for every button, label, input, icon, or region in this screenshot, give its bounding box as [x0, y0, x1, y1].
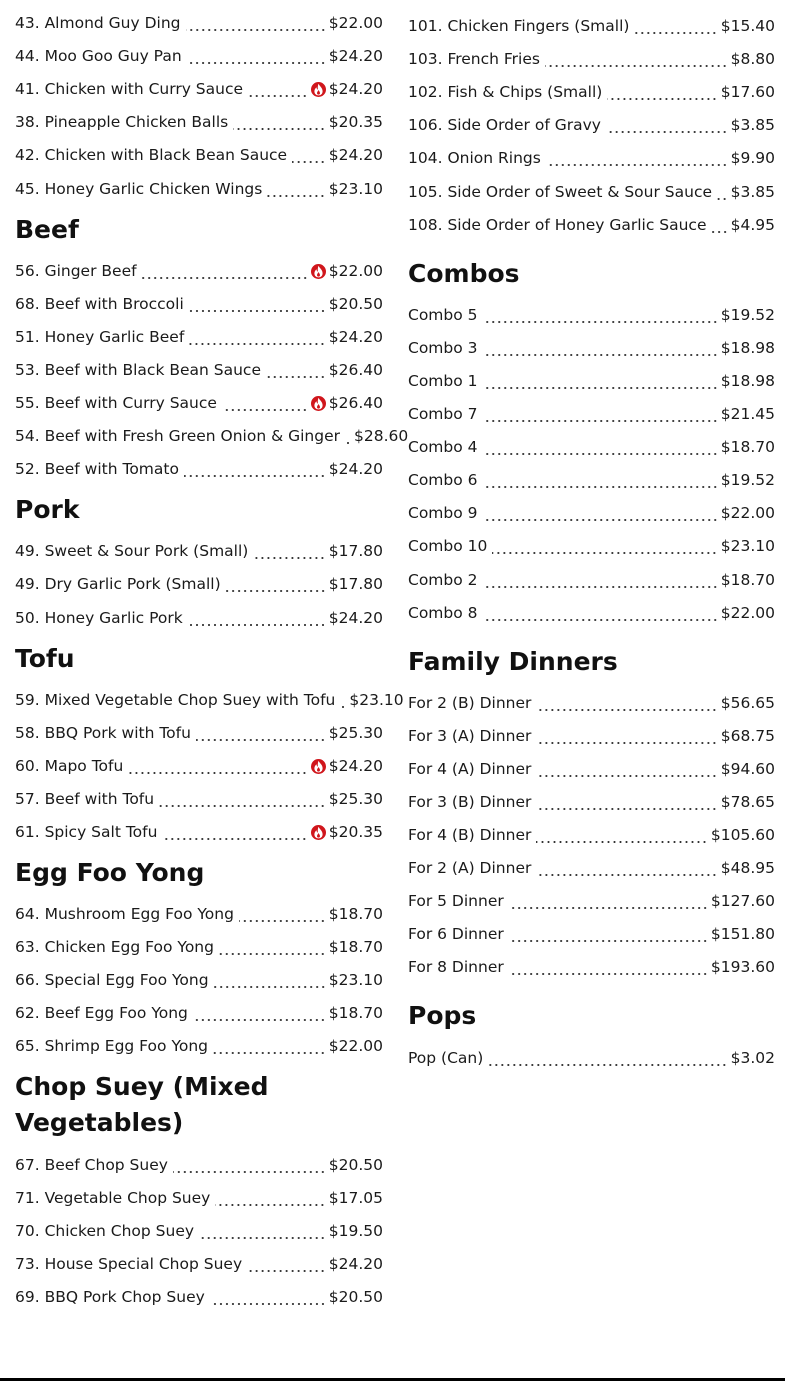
dot-leader [717, 182, 728, 202]
menu-item-price: $20.50 [328, 294, 383, 313]
menu-item-name: 54. Beef with Fresh Green Onion & Ginger [15, 427, 340, 446]
menu-section [408, 256, 775, 623]
menu-item-price: $23.10 [720, 537, 775, 556]
menu-item-name: Combo 1 [408, 371, 478, 390]
menu-item-name: Combo 3 [408, 338, 478, 357]
menu-item-price: $24.20 [328, 1254, 383, 1273]
menu-item-name: Combo 10 [408, 537, 488, 556]
section-title: Family Dinners [408, 646, 618, 676]
menu-item-name: 105. Side Order of Sweet & Sour Sauce [408, 182, 712, 201]
menu-item-name: 58. BBQ Pork with Tofu [15, 723, 191, 742]
dot-leader [253, 541, 325, 561]
menu-item-price: $19.50 [328, 1221, 383, 1240]
menu-item-price: $17.05 [328, 1188, 383, 1207]
dot-leader [188, 608, 326, 628]
menu-item-name: 102. Fish & Chips (Small) [408, 83, 603, 102]
menu-item-price: $22.00 [720, 504, 775, 523]
menu-item[interactable] [15, 99, 383, 132]
menu-item[interactable] [15, 677, 404, 710]
spicy-flame-icon [311, 264, 326, 279]
dot-leader [222, 393, 308, 413]
menu-item[interactable] [408, 812, 775, 845]
menu-item[interactable] [15, 413, 409, 446]
menu-item-price: $24.20 [328, 146, 383, 165]
menu-item[interactable] [408, 36, 775, 69]
menu-item-price: $151.80 [710, 925, 775, 944]
menu-item-price: $21.45 [720, 405, 775, 424]
menu-item-price: $17.60 [720, 83, 775, 102]
menu-item[interactable] [408, 779, 775, 812]
menu-item[interactable] [15, 248, 383, 281]
menu-item[interactable] [15, 1274, 383, 1307]
menu-item-name: 69. BBQ Pork Chop Suey [15, 1287, 205, 1306]
menu-item-name: Combo 2 [408, 570, 478, 589]
menu-item-price: $26.40 [328, 394, 383, 413]
menu-item[interactable] [408, 590, 775, 623]
menu-item-name: 73. House Special Chop Suey [15, 1254, 243, 1273]
dot-leader [606, 115, 728, 135]
menu-item-price: $22.00 [328, 261, 383, 280]
menu-item[interactable] [15, 1208, 383, 1241]
menu-item[interactable] [408, 358, 775, 391]
menu-item[interactable] [15, 957, 383, 990]
menu-item-price: $23.10 [328, 179, 383, 198]
dot-leader [536, 858, 717, 878]
menu-item[interactable] [15, 594, 383, 627]
menu-item-price: $25.30 [328, 723, 383, 742]
menu-section [15, 1069, 383, 1306]
menu-item-price: $24.20 [328, 460, 383, 479]
menu-item-price: $94.60 [720, 759, 775, 778]
dot-leader [509, 891, 708, 911]
menu-item-price: $24.20 [328, 608, 383, 627]
dot-leader [483, 470, 718, 490]
menu-item-price: $127.60 [710, 892, 775, 911]
dot-leader [199, 1221, 326, 1241]
menu-item-name: 57. Beef with Tofu [15, 789, 155, 808]
menu-item-price: $20.50 [328, 1155, 383, 1174]
menu-item[interactable] [15, 1241, 383, 1274]
dot-leader [213, 1036, 326, 1056]
dot-leader [189, 294, 326, 314]
section-title: Pork [15, 495, 80, 525]
menu-item[interactable] [15, 1175, 383, 1208]
menu-item[interactable] [408, 424, 775, 457]
menu-item-price: $18.98 [720, 371, 775, 390]
dot-leader [340, 690, 346, 710]
menu-item-price: $3.85 [730, 182, 775, 201]
menu-item-price: $20.35 [328, 822, 383, 841]
menu-section [15, 492, 383, 627]
menu-item[interactable] [15, 347, 383, 380]
dot-leader [483, 338, 718, 358]
dot-leader [634, 16, 717, 36]
menu-item-price: $18.98 [720, 338, 775, 357]
menu-item[interactable] [15, 446, 383, 479]
menu-item[interactable] [408, 911, 775, 944]
dot-leader [712, 215, 728, 235]
menu-item-name: 49. Sweet & Sour Pork (Small) [15, 542, 249, 561]
spicy-flame-icon [311, 825, 326, 840]
dot-leader [189, 327, 325, 347]
dot-leader [219, 937, 326, 957]
dot-leader [184, 459, 326, 479]
menu-item-name: For 6 Dinner [408, 925, 504, 944]
menu-item-name: 60. Mapo Tofu [15, 756, 124, 775]
dot-leader [483, 404, 718, 424]
dot-leader [248, 79, 308, 99]
menu-item[interactable] [408, 391, 775, 424]
menu-item-price: $9.90 [730, 149, 775, 168]
dot-leader [483, 603, 718, 623]
menu-item-name: 68. Beef with Broccoli [15, 294, 184, 313]
menu-item-name: For 2 (A) Dinner [408, 859, 532, 878]
menu-item[interactable] [15, 66, 383, 99]
section-title: Combos [408, 258, 520, 288]
menu-item-price: $8.80 [730, 50, 775, 69]
menu-item[interactable] [408, 69, 775, 102]
menu-item-price: $78.65 [720, 792, 775, 811]
menu-item-name: For 2 (B) Dinner [408, 693, 532, 712]
menu-item-price: $19.52 [720, 305, 775, 324]
menu-item-price: $19.52 [720, 471, 775, 490]
menu-item[interactable] [15, 561, 383, 594]
menu-item-name: 38. Pineapple Chicken Balls [15, 113, 229, 132]
menu-item-name: 52. Beef with Tomato [15, 460, 179, 479]
menu-item-price: $18.70 [328, 905, 383, 924]
menu-item-price: $48.95 [720, 859, 775, 878]
menu-item-price: $26.40 [328, 360, 383, 379]
menu-section [15, 855, 383, 1056]
dot-leader [488, 1048, 727, 1068]
menu-item-price: $22.00 [328, 1037, 383, 1056]
menu-item[interactable] [15, 528, 383, 561]
menu-item-price: $3.02 [730, 1048, 775, 1067]
menu-item-name: 55. Beef with Curry Sauce [15, 394, 217, 413]
dot-leader [193, 1003, 326, 1023]
menu-item-name: 103. French Fries [408, 50, 540, 69]
section-title: Beef [15, 214, 79, 244]
dot-leader [536, 759, 717, 779]
menu-item-name: 66. Special Egg Foo Yong [15, 971, 209, 990]
menu-section [15, 641, 404, 842]
menu-item-name: 106. Side Order of Gravy [408, 116, 601, 135]
menu-item[interactable] [15, 132, 383, 165]
dot-leader [545, 49, 728, 69]
menu-item[interactable] [15, 33, 383, 66]
menu-item-name: 56. Ginger Beef [15, 261, 137, 280]
menu-item-name: Combo 7 [408, 405, 478, 424]
menu-item-name: 43. Almond Guy Ding [15, 14, 181, 33]
dot-leader [509, 957, 708, 977]
menu-item-name: 59. Mixed Vegetable Chop Suey with Tofu [15, 690, 336, 709]
menu-item-price: $15.40 [720, 17, 775, 36]
dot-leader [247, 1254, 326, 1274]
menu-item[interactable] [15, 710, 383, 743]
menu-item-price: $17.80 [328, 575, 383, 594]
dot-leader [266, 360, 326, 380]
dot-leader [173, 1155, 326, 1175]
dot-leader [187, 46, 326, 66]
dot-leader [128, 756, 307, 776]
menu-item-price: $24.20 [328, 327, 383, 346]
menu-item[interactable] [15, 314, 383, 347]
intro-items [15, 0, 383, 199]
dot-leader [492, 536, 717, 556]
menu-item[interactable] [408, 713, 775, 746]
menu-item[interactable] [408, 325, 775, 358]
menu-item-name: Combo 5 [408, 305, 478, 324]
dot-leader [196, 723, 326, 743]
menu-item-name: 53. Beef with Black Bean Sauce [15, 360, 261, 379]
menu-item-price: $105.60 [710, 826, 775, 845]
dot-leader [162, 822, 307, 842]
dot-leader [239, 904, 326, 924]
menu-item-name: Combo 4 [408, 438, 478, 457]
menu-item-price: $22.00 [328, 14, 383, 33]
menu-item-price: $28.60 [354, 427, 409, 446]
menu-item-price: $25.30 [328, 789, 383, 808]
menu-item-name: Combo 8 [408, 603, 478, 622]
menu-item-price: $23.10 [349, 690, 404, 709]
menu-item-price: $17.80 [328, 542, 383, 561]
section-title: Chop Suey (Mixed Vegetables) [15, 1072, 269, 1138]
dot-leader [292, 145, 326, 165]
menu-item-price: $4.95 [730, 215, 775, 234]
menu-item-name: Pop (Can) [408, 1048, 484, 1067]
dot-leader [226, 574, 326, 594]
menu-item-price: $20.35 [328, 113, 383, 132]
spicy-flame-icon [311, 759, 326, 774]
menu-item-price: $18.70 [720, 438, 775, 457]
menu-item[interactable] [408, 1034, 775, 1067]
menu-item[interactable] [408, 680, 775, 713]
dot-leader [536, 825, 708, 845]
menu-item-name: 70. Chicken Chop Suey [15, 1221, 195, 1240]
menu-item-name: 42. Chicken with Black Bean Sauce [15, 146, 288, 165]
menu-item[interactable] [15, 165, 383, 198]
dot-leader [214, 970, 326, 990]
dot-leader [233, 112, 326, 132]
menu-item-price: $56.65 [720, 693, 775, 712]
menu-item[interactable] [408, 292, 775, 325]
menu-section [408, 998, 775, 1067]
menu-item-name: For 4 (A) Dinner [408, 759, 532, 778]
menu-column-right [408, 0, 775, 1068]
menu-item[interactable] [408, 168, 775, 201]
menu-item-name: 62. Beef Egg Foo Yong [15, 1004, 188, 1023]
menu-item-name: For 4 (B) Dinner [408, 826, 532, 845]
menu-item[interactable] [15, 891, 383, 924]
menu-item-name: Combo 9 [408, 504, 478, 523]
menu-item[interactable] [15, 281, 383, 314]
menu-item-name: 108. Side Order of Honey Garlic Sauce [408, 215, 707, 234]
menu-section [408, 644, 775, 978]
menu-item-name: 67. Beef Chop Suey [15, 1155, 168, 1174]
dot-leader [483, 503, 718, 523]
menu-item-price: $3.85 [730, 116, 775, 135]
menu-item-price: $20.50 [328, 1287, 383, 1306]
menu-item-name: 50. Honey Garlic Pork [15, 608, 183, 627]
menu-item-price: $24.20 [328, 756, 383, 775]
dot-leader [159, 789, 326, 809]
menu-item-name: 64. Mushroom Egg Foo Yong [15, 905, 234, 924]
dot-leader [607, 82, 717, 102]
menu-item-price: $24.20 [328, 80, 383, 99]
menu-item-name: 49. Dry Garlic Pork (Small) [15, 575, 221, 594]
intro-items [408, 0, 775, 235]
menu-item-name: 44. Moo Goo Guy Pan [15, 47, 182, 66]
dot-leader [210, 1287, 326, 1307]
menu-item-name: For 5 Dinner [408, 892, 504, 911]
menu-item[interactable] [408, 490, 775, 523]
dot-leader [509, 924, 708, 944]
menu-item-name: 61. Spicy Salt Tofu [15, 822, 158, 841]
menu-item-price: $23.10 [328, 971, 383, 990]
dot-leader [483, 437, 718, 457]
section-title: Pops [408, 1001, 477, 1031]
dot-leader [536, 726, 717, 746]
dot-leader [483, 371, 718, 391]
dot-leader [142, 261, 308, 281]
menu-item[interactable] [15, 1023, 383, 1056]
menu-item[interactable] [15, 809, 383, 842]
menu-item-name: Combo 6 [408, 471, 478, 490]
dot-leader [483, 305, 718, 325]
dot-leader [483, 570, 718, 590]
menu-item[interactable] [15, 1141, 383, 1174]
section-title: Tofu [15, 643, 75, 673]
menu-item-name: 63. Chicken Egg Foo Yong [15, 938, 214, 957]
dot-leader [536, 792, 717, 812]
menu-item[interactable] [15, 380, 383, 413]
menu-item[interactable] [408, 3, 775, 36]
menu-item[interactable] [408, 202, 775, 235]
menu-item-name: 45. Honey Garlic Chicken Wings [15, 179, 263, 198]
menu-item[interactable] [408, 523, 775, 556]
menu-item[interactable] [15, 776, 383, 809]
dot-leader [215, 1188, 325, 1208]
dot-leader [186, 13, 326, 33]
menu-item[interactable] [408, 878, 775, 911]
menu-item[interactable] [15, 0, 383, 33]
spicy-flame-icon [311, 82, 326, 97]
menu-column-left [15, 0, 409, 1307]
menu-item-name: For 8 Dinner [408, 958, 504, 977]
menu-item-price: $22.00 [720, 603, 775, 622]
menu-item[interactable] [408, 845, 775, 878]
menu-item-name: 41. Chicken with Curry Sauce [15, 80, 244, 99]
menu-item[interactable] [408, 102, 775, 135]
menu-item-name: 101. Chicken Fingers (Small) [408, 17, 630, 36]
menu-item[interactable] [408, 746, 775, 779]
menu-item-price: $18.70 [720, 570, 775, 589]
menu-item-price: $24.20 [328, 47, 383, 66]
menu-item-price: $68.75 [720, 726, 775, 745]
menu-item-price: $193.60 [710, 958, 775, 977]
menu-item-name: For 3 (B) Dinner [408, 792, 532, 811]
menu-item-name: 104. Onion Rings [408, 149, 541, 168]
menu-item[interactable] [408, 457, 775, 490]
menu-item-price: $18.70 [328, 938, 383, 957]
menu-item-name: 65. Shrimp Egg Foo Yong [15, 1037, 208, 1056]
menu-item[interactable] [408, 135, 775, 168]
dot-leader [536, 693, 717, 713]
menu-item[interactable] [15, 990, 383, 1023]
dot-leader [267, 179, 325, 199]
menu-item[interactable] [408, 944, 775, 977]
dot-leader [345, 426, 351, 446]
menu-item[interactable] [15, 924, 383, 957]
menu-item-name: For 3 (A) Dinner [408, 726, 532, 745]
menu-item[interactable] [15, 743, 383, 776]
menu-item[interactable] [408, 556, 775, 589]
dot-leader [546, 148, 728, 168]
menu-section [15, 212, 409, 480]
spicy-flame-icon [311, 396, 326, 411]
menu-item-price: $18.70 [328, 1004, 383, 1023]
menu-item-name: 51. Honey Garlic Beef [15, 327, 185, 346]
section-title: Egg Foo Yong [15, 857, 205, 887]
menu-item-name: 71. Vegetable Chop Suey [15, 1188, 211, 1207]
